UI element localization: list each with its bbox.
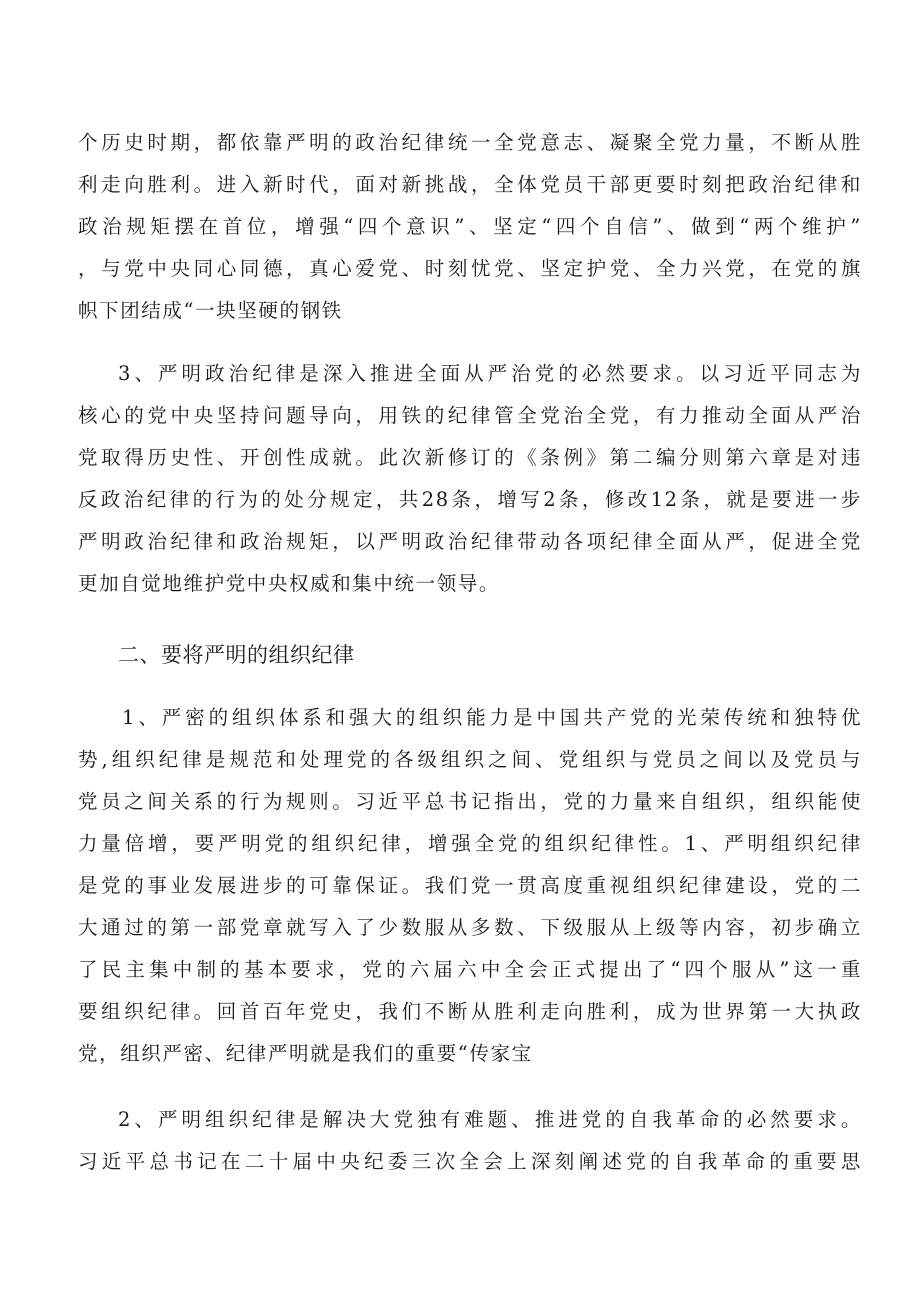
text-line: ，与党中央同心同德，真心爱党、时刻忧党、坚定护党、全力兴党，在党的旗 (78, 257, 862, 280)
text-line: 核心的党中央坚持问题导向，用铁的纪律管全党治全党，有力推动全面从严治 (78, 404, 862, 427)
text-line: 党，组织严密、纪律严明就是我们的重要“传家宝 (78, 1042, 533, 1065)
text-line: 是党的事业发展进步的可靠保证。我们党一贯高度重视组织纪律建设，党的二 (78, 874, 862, 897)
text-line: 3、严明政治纪律是深入推进全面从严治党的必然要求。以习近平同志为 (118, 362, 862, 385)
text-line: 习近平总书记在二十届中央纪委三次全会上深刻阐述党的自我革命的重要思 (78, 1150, 862, 1173)
text-line: 党员之间关系的行为规则。习近平总书记指出，党的力量来自组织，组织能使 (78, 790, 862, 813)
text-line: 1、严密的组织体系和强大的组织能力是中国共产党的光荣传统和独特优 (122, 706, 862, 729)
text-line: 帜下团结成“一块坚硬的钢铁 (78, 299, 343, 322)
text-line: 党取得历史性、开创性成就。此次新修订的《条例》第二编分则第六章是对违 (78, 446, 862, 469)
text-line: 政治规矩摆在首位，增强“四个意识”、坚定“四个自信”、做到“两个维护” (78, 215, 862, 238)
text-line: 反政治纪律的行为的处分规定，共28条，增写2条，修改12条，就是要进一步 (78, 488, 862, 511)
text-line: 利走向胜利。进入新时代，面对新挑战，全体党员干部更要时刻把政治纪律和 (78, 173, 862, 196)
text-line: 严明政治纪律和政治规矩，以严明政治纪律带动各项纪律全面从严，促进全党 (78, 530, 862, 553)
text-line: 要组织纪律。回首百年党史，我们不断从胜利走向胜利，成为世界第一大执政 (78, 1000, 862, 1023)
section-heading: 二、要将严明的组织纪律 (118, 643, 355, 667)
text-line: 了民主集中制的基本要求，党的六届六中全会正式提出了“四个服从”这一重 (78, 958, 862, 981)
text-line: 力量倍增，要严明党的组织纪律，增强全党的组织纪律性。1、严明组织纪律 (78, 832, 862, 855)
text-line: 个历史时期，都依靠严明的政治纪律统一全党意志、凝聚全党力量，不断从胜 (78, 131, 862, 154)
text-line: 大通过的第一部党章就写入了少数服从多数、下级服从上级等内容，初步确立 (78, 916, 862, 939)
text-line: 更加自觉地维护党中央权威和集中统一领导。 (78, 572, 501, 595)
text-line: 势,组织纪律是规范和处理党的各级组织之间、党组织与党员之间以及党员与 (78, 748, 862, 771)
text-line: 2、严明组织纪律是解决大党独有难题、推进党的自我革命的必然要求。 (118, 1108, 862, 1131)
